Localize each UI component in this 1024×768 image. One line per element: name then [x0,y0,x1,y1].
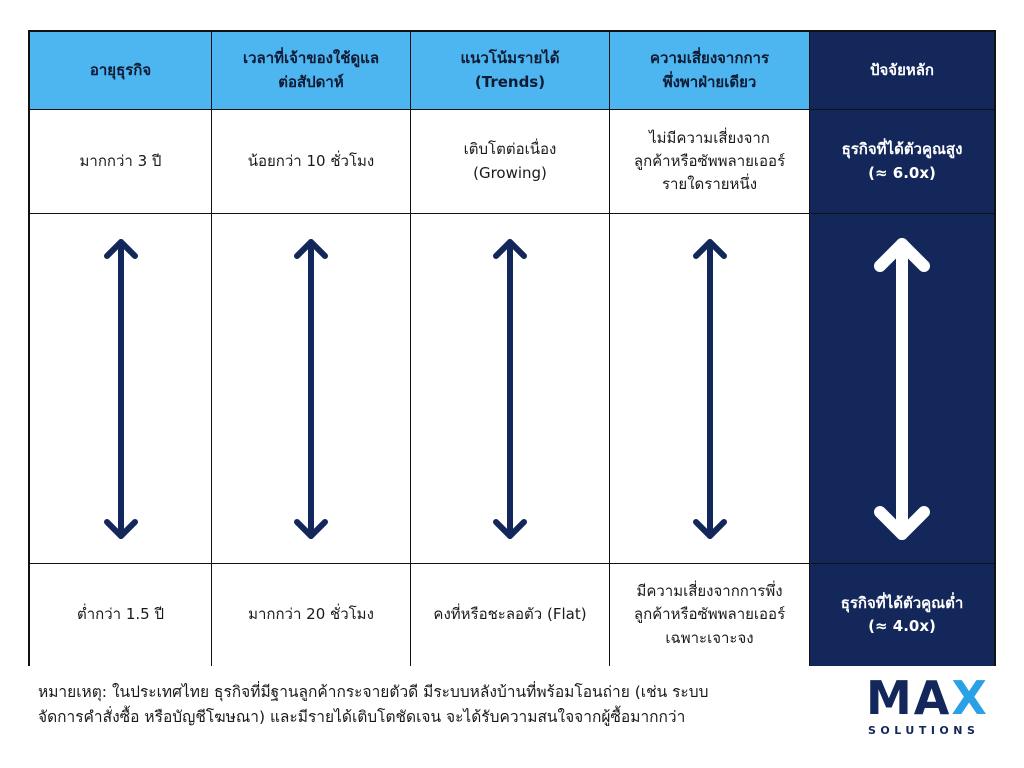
arrow-cell-business-age [30,214,212,564]
comparison-table [28,30,996,666]
arrow-cell-revenue-trend [411,214,610,564]
header-key-factor: ปัจจัยหลัก [810,32,994,110]
bottom-dependency-risk: มีความเสี่ยงจากการพึ่ง ลูกค้าหรือซัพพลายเออร์ เฉพาะเจาะจง [610,564,810,666]
bottom-key-factor: ธุรกิจที่ได้ตัวคูณต่ำ (≈ 4.0x) [810,564,994,666]
header-business-age: อายุธุรกิจ [30,32,212,110]
double-arrow-icon [690,234,730,544]
logo-wordmark: MAX [866,671,989,725]
top-business-age: มากกว่า 3 ปี [30,110,212,214]
arrow-cell-owner-hours [212,214,411,564]
top-owner-hours: น้อยกว่า 10 ชั่วโมง [212,110,411,214]
header-revenue-trend: แนวโน้มรายได้ (Trends) [411,32,610,110]
double-arrow-icon [291,234,331,544]
footnote: หมายเหตุ: ในประเทศไทย ธุรกิจที่มีฐานลูกค้ากระจายตัวดี มีระบบหลังบ้านที่พร้อมโอนถ่าย (เช่น ระบบ จัดการคำสั่งซื้อ หรือบัญชีโฆษณา) และมีรายได้เติบโตชัดเจน จะได้รับความสนใจจากผู้ซื้อมากกว่า [38,683,709,726]
bottom-business-age: ต่ำกว่า 1.5 ปี [30,564,212,666]
bottom-revenue-trend: คงที่หรือชะลอตัว (Flat) [411,564,610,666]
max-solutions-logo [866,672,996,742]
arrow-cell-dependency-risk [610,214,810,564]
double-arrow-icon [490,234,530,544]
double-arrow-icon [101,234,141,544]
header-owner-hours: เวลาที่เจ้าของใช้ดูแล ต่อสัปดาห์ [212,32,411,110]
top-dependency-risk: ไม่มีความเสี่ยงจาก ลูกค้าหรือซัพพลายเออร์ รายใดรายหนึ่ง [610,110,810,214]
header-dependency-risk: ความเสี่ยงจากการ พึ่งพาฝ่ายเดียว [610,32,810,110]
arrow-cell-key-factor [810,214,994,564]
logo-x-mark: X [951,671,989,725]
bottom-owner-hours: มากกว่า 20 ชั่วโมง [212,564,411,666]
top-revenue-trend: เติบโตต่อเนื่อง (Growing) [411,110,610,214]
top-key-factor: ธุรกิจที่ได้ตัวคูณสูง (≈ 6.0x) [810,110,994,214]
logo-subtitle: SOLUTIONS [868,724,980,737]
double-arrow-icon [872,234,932,544]
